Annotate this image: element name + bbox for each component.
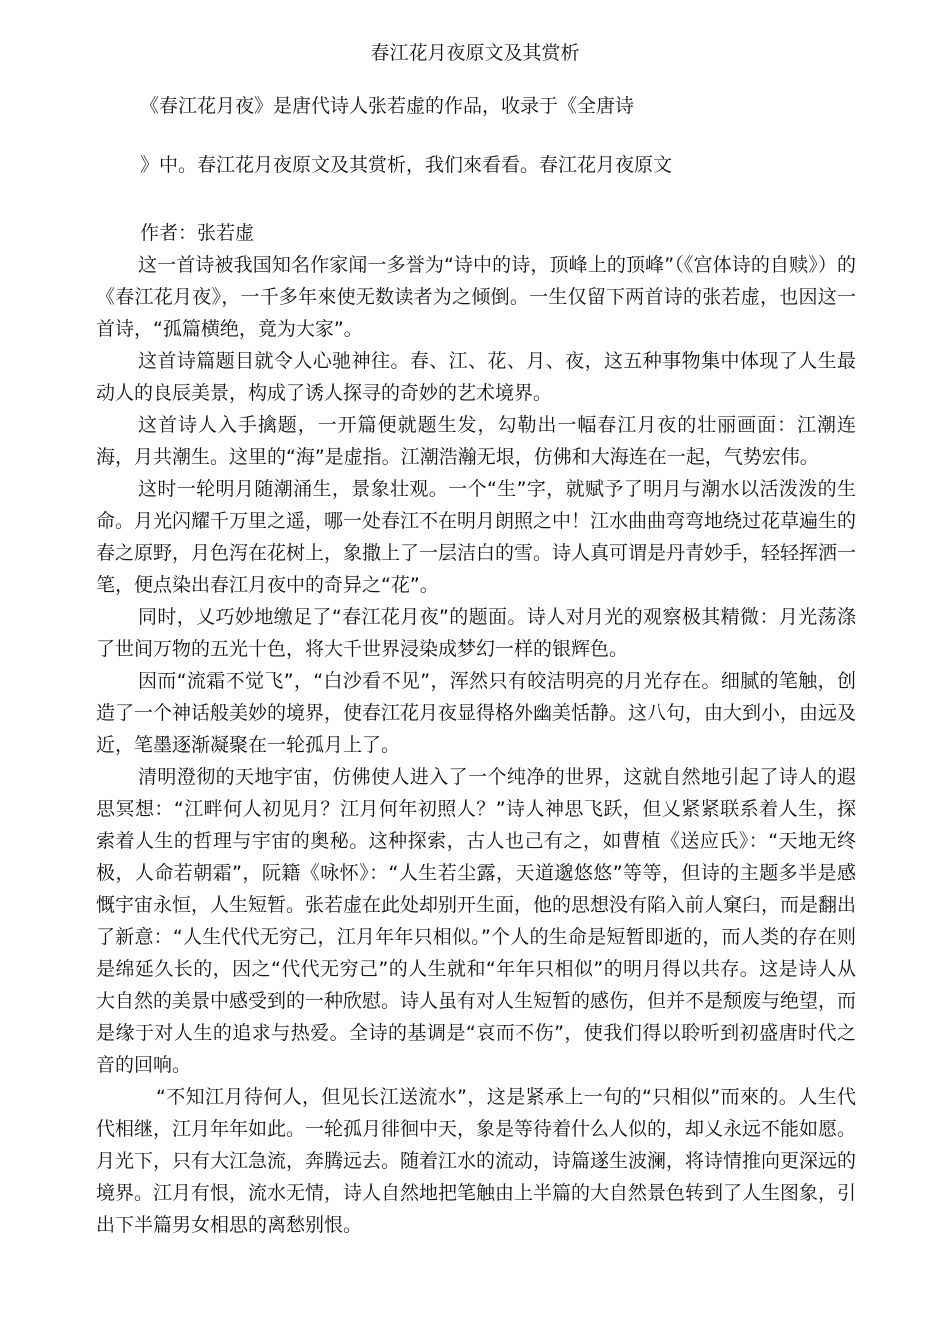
article-body xyxy=(96,249,856,1241)
paragraph: 这首诗人入手擒题，一开篇便就题生发，勾勒出一幅春江月夜的壮丽画面：江潮连海，月共潮生。这里的“海”是虚指。江潮浩瀚无垠，仿佛和大海连在一起，气势宏伟。 xyxy=(96,414,856,468)
paragraph: 这时一轮明月随潮涌生，景象壮观。一个“生”字，就赋予了明月与潮水以活泼泼的生命。月光闪耀千万里之遥，哪一处春江不在明月朗照之中！江水曲曲弯弯地绕过花草遍生的春之原野，月色泻在花树上，象撒上了一层洁白的雪。诗人真可谓是丹青妙手，轻轻挥洒一笔，便点染出春江月夜中的奇异之“花”。 xyxy=(96,478,857,596)
intro-line-1: 《春江花月夜》是唐代诗人张若虚的作品，收录于《全唐诗 xyxy=(140,95,635,117)
author-line: 作者：张若虚 xyxy=(140,222,255,244)
paragraph: 同时，乂巧妙地缴足了“春江花月夜”的题面。诗人对月光的观察极其精微：月光荡涤了世间万物的五光十色，将大千世界浸染成梦幻一样的银辉色。 xyxy=(96,606,856,660)
paragraph: 这一首诗被我国知名作家闻一多誉为“诗中的诗，顶峰上的顶峰”（《宫体诗的自赎》）的《春江花月夜》，一千多年來使无数读者为之倾倒。一生仅留下两首诗的张若虚，也因这一首诗，“孤篇横绝，竟为大家”。 xyxy=(96,254,856,340)
intro-line-2: 》中。春江花月夜原文及其赏析，我们來看看。春江花月夜原文 xyxy=(140,154,673,176)
document-title: 春江花月夜原文及其赏析 xyxy=(370,42,580,64)
paragraph: 清明澄彻的天地宇宙，仿佛使人进入了一个纯净的世界，这就自然地引起了诗人的遐思冥想：“江畔何人初见月？江月何年初照人？”诗人神思飞跃，但乂紧紧联系着人生，探索着人生的哲理与宇宙的奥秘。这种探索，古人也己有之，如曹植《送应氏》：“天地无终极，人命若朝霜”，阮籍《咏怀》：“人生若尘露，天道邈悠悠”等等，但诗的主题多半是感慨宇宙永恒，人生短暂。张若虚在此处却别开生面，他的思想没有陷入前人窠臼，而是翻出了新意：“人生代代无穷己，江月年年只相似。”个人的生命是短暂即逝的，而人类的存在则是绵延久长的，因之“代代无穷己”的人生就和“年年只相似”的明月得以共存。这是诗人从大自然的美景中感受到的一种欣慰。诗人虽有对人生短暂的感伤，但并不是颓废与绝望，而是缘于对人生的追求与热爱。全诗的基调是“哀而不伤”，使我们得以聆听到初盛唐时代之音的回响。 xyxy=(96,766,857,1076)
paragraph: “不知江月待何人，但见长江送流水”，这是紧承上一句的“只相似”而來的。人生代代相继，江月年年如此。一轮孤月徘徊中天，象是等待着什么人似的，却乂永远不能如愿。月光下，只有大江急流，奔腾远去。随着江水的流动，诗篇遂生波澜，将诗情推向更深远的境界。江月有恨，流水无情，诗人自然地把笔触由上半篇的大自然景色转到了人生图象，引出下半篇男女相思的离愁别恨。 xyxy=(96,1086,857,1236)
paragraph: 因而“流霜不觉飞”，“白沙看不见”，浑然只有皎洁明亮的月光存在。细腻的笔触，创造了一个神话般美妙的境界，使春江花月夜显得格外幽美恬静。这八句，由大到小，由远及近，笔墨逐渐凝聚在一轮孤月上了。 xyxy=(96,670,857,756)
paragraph: 这首诗篇题目就令人心驰神往。春、江、花、月、夜，这五种事物集中体现了人生最动人的良辰美景，构成了诱人探寻的奇妙的艺术境界。 xyxy=(96,350,856,404)
